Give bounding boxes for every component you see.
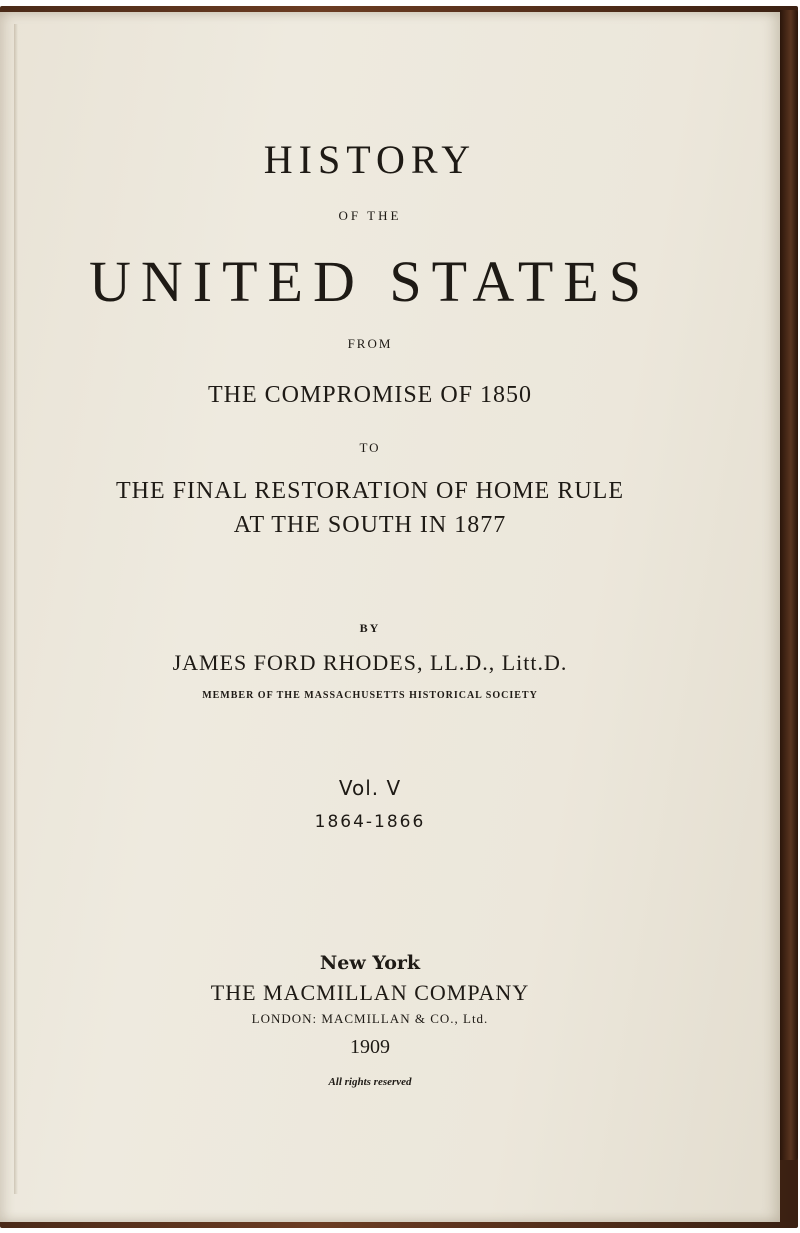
title-to: TO xyxy=(359,440,381,455)
title-page xyxy=(0,12,780,1222)
author-membership: MEMBER OF THE MASSACHUSETTS HISTORICAL SOCIETY xyxy=(202,690,538,701)
title-at-the-south: AT THE SOUTH IN 1877 xyxy=(233,512,507,538)
author-name: JAMES FORD RHODES, LL.D., Litt.D. xyxy=(172,650,568,675)
title-final-restoration: THE FINAL RESTORATION OF HOME RULE xyxy=(116,478,624,504)
title-united-states: UNITED STATES xyxy=(89,249,651,314)
title-of-the: OF THE xyxy=(338,208,402,223)
title-history: HISTORY xyxy=(263,137,477,182)
title-from: FROM xyxy=(347,336,393,351)
imprint-city: New York xyxy=(319,952,421,974)
publisher-london: LONDON: MACMILLAN & CO., Ltd. xyxy=(251,1011,489,1026)
publication-year: 1909 xyxy=(350,1036,390,1058)
publisher-name: THE MACMILLAN COMPANY xyxy=(210,980,530,1005)
rights-notice: All rights reserved xyxy=(328,1076,412,1088)
volume-years: 1864-1866 xyxy=(314,812,426,832)
volume-number: Vol. V xyxy=(338,776,402,800)
title-compromise: THE COMPROMISE OF 1850 xyxy=(207,382,533,408)
byline-by: BY xyxy=(359,621,381,635)
cover-edge xyxy=(780,10,798,1160)
